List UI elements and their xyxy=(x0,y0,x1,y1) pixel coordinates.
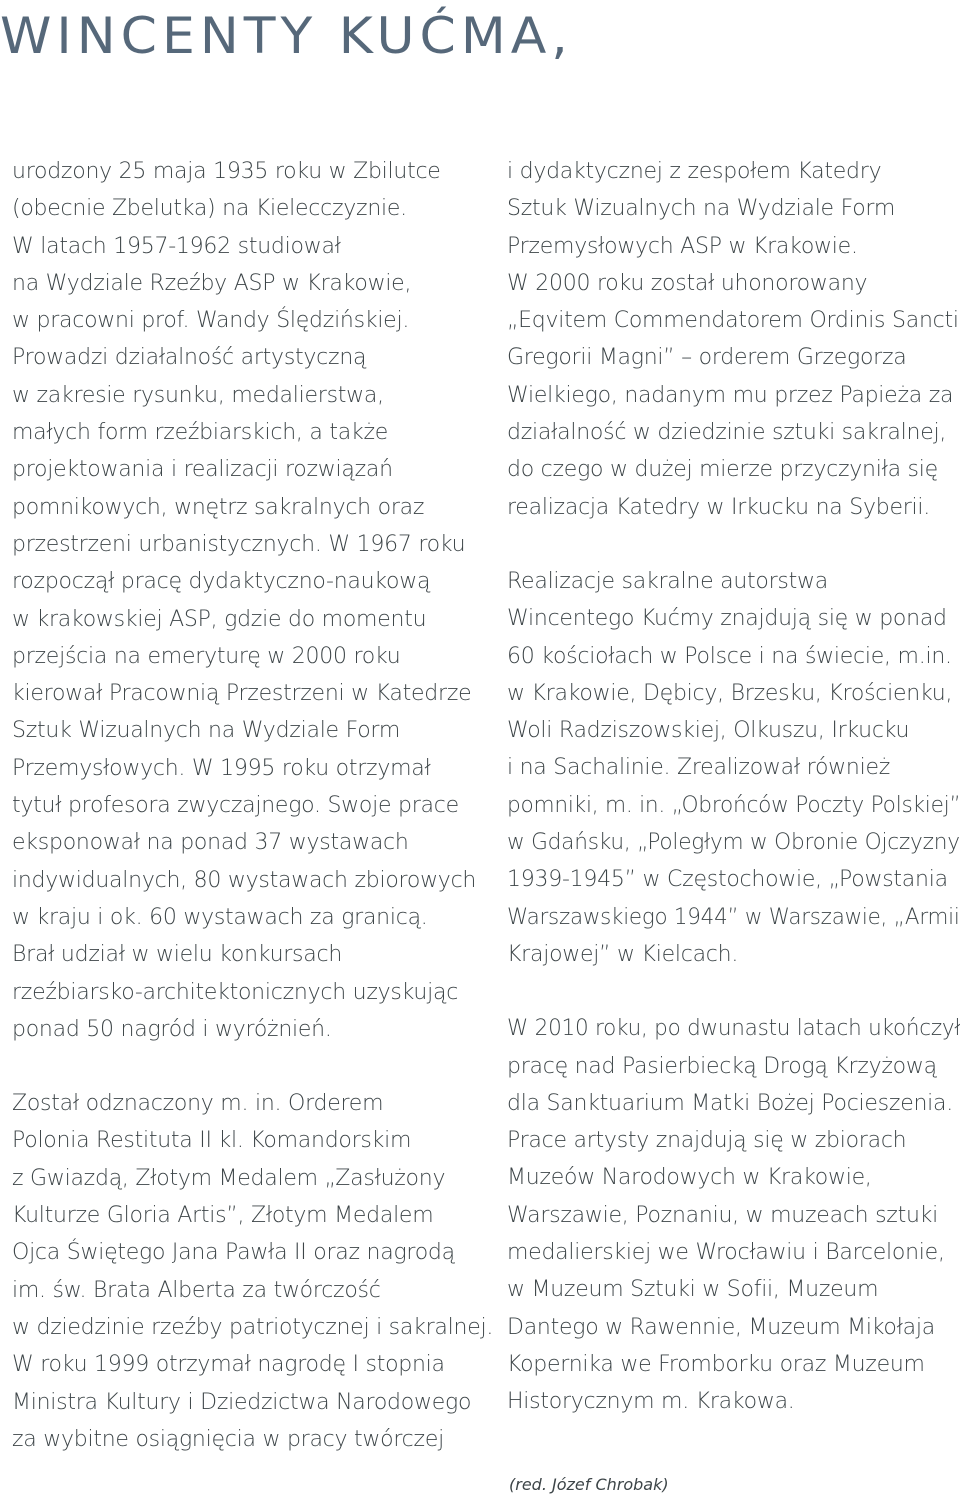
text-line: Wielkiego, nadanym mu przez Papieża za xyxy=(507,382,954,408)
text-line: 1939-1945” w Częstochowie, „Powstania xyxy=(507,867,948,893)
text-line: Sztuk Wizualnych na Wydziale Form xyxy=(12,718,400,744)
text-line: Brał udział w wielu konkursach xyxy=(12,942,343,968)
text-line: rozpoczął pracę dydaktyczno-naukową xyxy=(12,569,431,595)
text-line: Kulturze Gloria Artis”, Złotym Medalem xyxy=(12,1203,434,1229)
text-line: pomnikowych, wnętrz sakralnych oraz xyxy=(12,494,425,520)
text-line: i na Sachalinie. Zrealizował również xyxy=(507,755,891,781)
text-line: w pracowni prof. Wandy Ślędzińskiej. xyxy=(12,308,410,334)
text-line: dla Sanktuarium Matki Bożej Pocieszenia. xyxy=(507,1090,954,1116)
text-line: W 2010 roku, po dwunastu latach ukończył xyxy=(507,1016,960,1042)
text-line: indywidualnych, 80 wystawach zbiorowych xyxy=(12,867,477,893)
text-line: w kraju i ok. 60 wystawach za granicą. xyxy=(12,904,428,930)
text-line: na Wydziale Rzeźby ASP w Krakowie, xyxy=(12,270,412,296)
text-line: Woli Radziszowskiej, Olkuszu, Irkucku xyxy=(507,718,910,744)
text-line: eksponował na ponad 37 wystawach xyxy=(12,830,409,856)
text-line: Ojca Świętego Jana Pawła II oraz nagrodą xyxy=(12,1240,455,1266)
text-line: Polonia Restituta II kl. Komandorskim xyxy=(12,1128,412,1154)
text-line: W 2000 roku został uhonorowany xyxy=(507,270,868,296)
text-line: Gregorii Magni” – orderem Grzegorza xyxy=(507,345,907,371)
honors-paragraph xyxy=(507,153,960,526)
text-line: małych form rzeźbiarskich, a także xyxy=(12,420,389,446)
page-title-text: WINCENTY KUĆMA, xyxy=(0,8,573,66)
text-line: z Gwiazdą, Złotym Medalem „Zasłużony xyxy=(12,1165,446,1191)
text-line: projektowania i realizacji rozwiązań xyxy=(12,457,393,483)
text-line: Kopernika we Fromborku oraz Muzeum xyxy=(507,1351,925,1377)
text-line: W roku 1999 otrzymał nagrodę I stopnia xyxy=(12,1352,445,1378)
text-line: w dziedzinie rzeźby patriotycznej i sakralnej. xyxy=(12,1314,494,1340)
text-line: Dantego w Rawennie, Muzeum Mikołaja xyxy=(507,1314,935,1340)
text-line: Ministra Kultury i Dziedzictwa Narodowego xyxy=(12,1389,472,1415)
text-line: im. św. Brata Alberta za twórczość xyxy=(12,1277,381,1303)
text-line: medalierskiej we Wrocławiu i Barcelonie, xyxy=(507,1240,945,1266)
text-line: pomniki, m. in. „Obrońców Poczty Polskiej” xyxy=(507,792,960,818)
text-line: rzeźbiarsko-architektonicznych uzyskując xyxy=(12,979,459,1005)
text-line: Sztuk Wizualnych na Wydziale Form xyxy=(507,196,895,222)
right-column xyxy=(507,153,960,1421)
text-line: w Gdańsku, „Poległym w Obronie Ojczyzny xyxy=(507,830,960,856)
page-title xyxy=(0,8,573,66)
text-line: Historycznym m. Krakowa. xyxy=(507,1389,795,1415)
text-line: Realizacje sakralne autorstwa xyxy=(507,568,828,594)
text-line: przejścia na emeryturę w 2000 roku xyxy=(12,643,401,669)
text-line: Przemysłowych. W 1995 roku otrzymał xyxy=(12,755,431,781)
text-line: i dydaktycznej z zespołem Katedry xyxy=(507,159,882,184)
text-line: za wybitne osiągnięcia w pracy twórczej xyxy=(12,1426,444,1452)
editor-credit: (red. Józef Chrobak) xyxy=(509,1475,669,1494)
text-line: (obecnie Zbelutka) na Kielecczyznie. xyxy=(12,196,407,222)
text-line: 60 kościołach w Polsce i na świecie, m.in. xyxy=(507,643,952,669)
text-line: Wincentego Kućmy znajdują się w ponad xyxy=(507,606,947,632)
text-line: W latach 1957-1962 studiował xyxy=(12,233,341,259)
text-line: kierował Pracownią Przestrzeni w Katedrze xyxy=(12,681,472,707)
text-line: Prowadzi działalność artystyczną xyxy=(12,345,367,371)
text-line: w krakowskiej ASP, gdzie do momentu xyxy=(12,606,427,632)
text-line: do czego w dużej mierze przyczyniła się xyxy=(507,457,938,483)
left-column xyxy=(12,153,497,1458)
text-line: działalność w dziedzinie sztuki sakralnej, xyxy=(507,420,947,446)
text-line: Warszawskiego 1944” w Warszawie, „Armii xyxy=(507,904,960,930)
text-line: Muzeów Narodowych w Krakowie, xyxy=(507,1165,872,1191)
collections-paragraph xyxy=(507,1010,960,1420)
text-line: w zakresie rysunku, medalierstwa, xyxy=(12,382,384,408)
text-line: Przemysłowych ASP w Krakowie. xyxy=(507,233,858,259)
text-line: przestrzeni urbanistycznych. W 1967 roku xyxy=(12,531,466,557)
sacral-works-paragraph xyxy=(507,563,960,973)
text-line: Prace artysty znajdują się w zbiorach xyxy=(507,1128,907,1154)
text-line: „Eqvitem Commendatorem Ordinis Sancti xyxy=(507,308,959,334)
text-line: w Krakowie, Dębicy, Brzesku, Krościenku, xyxy=(507,680,953,706)
text-line: tytuł profesora zwyczajnego. Swoje prace xyxy=(12,793,459,819)
awards-paragraph xyxy=(12,1085,497,1458)
text-line: pracę nad Pasierbiecką Drogą Krzyżową xyxy=(507,1053,937,1079)
text-line: Został odznaczony m. in. Orderem xyxy=(12,1091,384,1117)
biography-paragraph xyxy=(12,153,497,1048)
text-line: w Muzeum Sztuki w Sofii, Muzeum xyxy=(507,1277,879,1303)
text-line: Krajowej” w Kielcach. xyxy=(507,941,739,967)
text-line: Warszawie, Poznaniu, w muzeach sztuki xyxy=(507,1202,939,1228)
text-line: urodzony 25 maja 1935 roku w Zbilutce xyxy=(12,159,441,184)
text-line: ponad 50 nagród i wyróżnień. xyxy=(12,1016,332,1042)
text-line: realizacja Katedry w Irkucku na Syberii. xyxy=(507,494,931,520)
